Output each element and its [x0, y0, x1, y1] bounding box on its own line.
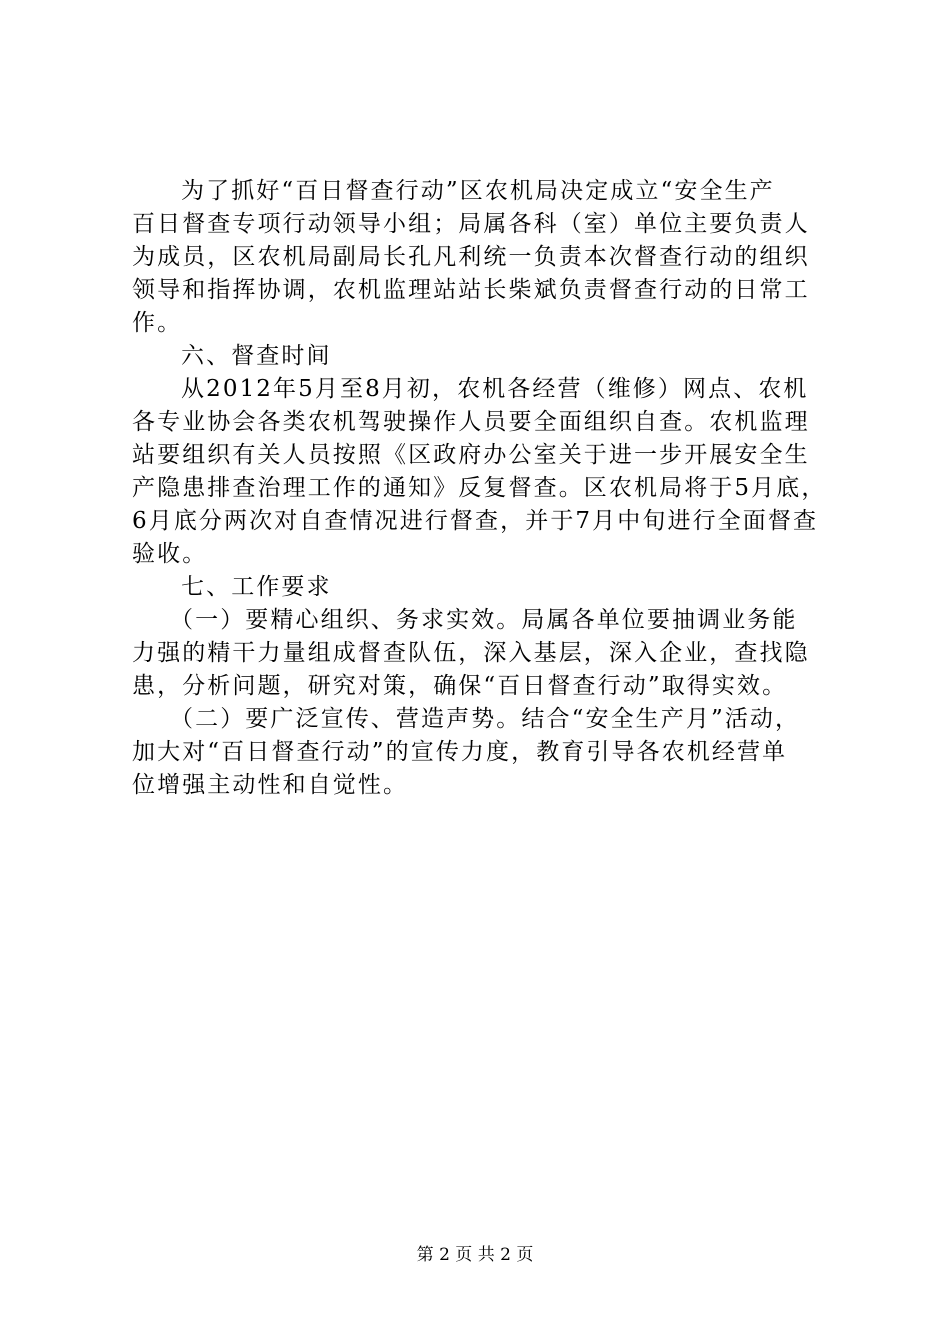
text-line: 加大对“百日督查行动”的宣传力度，教育引导各农机经营单 — [132, 739, 788, 765]
paragraph-line — [0, 440, 950, 470]
text-line: 从2012年5月至8月初，农机各经营（维修）网点、农机 — [181, 376, 809, 402]
paragraph-line — [0, 737, 950, 767]
paragraph-line — [0, 605, 950, 635]
page-number-footer: 第 2 页 共 2 页 — [416, 1245, 534, 1265]
paragraph-line — [0, 671, 950, 701]
paragraph-line — [0, 275, 950, 305]
text-line: 百日督查专项行动领导小组；局属各科（室）单位主要负责人 — [132, 211, 810, 237]
paragraph-line — [0, 704, 950, 734]
heading-text: 六、督查时间 — [181, 343, 332, 369]
text-line: 各专业协会各类农机驾驶操作人员要全面组织自查。农机监理 — [132, 409, 810, 435]
text-line: 作。 — [132, 310, 183, 336]
text-line: 为成员，区农机局副局长孔凡利统一负责本次督查行动的组织 — [132, 244, 810, 270]
text-line: 领导和指挥协调，农机监理站站长柴斌负责督查行动的日常工 — [132, 277, 810, 303]
paragraph-line — [0, 539, 950, 569]
paragraph-line — [0, 374, 950, 404]
paragraph-line — [0, 209, 950, 239]
paragraph-line — [0, 407, 950, 437]
text-line: 力强的精干力量组成督查队伍，深入基层，深入企业，查找隐 — [132, 640, 810, 666]
text-line: 验收。 — [132, 541, 208, 567]
heading-text: 七、工作要求 — [181, 574, 332, 600]
section-heading — [0, 341, 950, 371]
text-line: 位增强主动性和自觉性。 — [132, 772, 409, 798]
text-line: （一）要精心组织、务求实效。局属各单位要抽调业务能 — [170, 607, 798, 633]
text-line: 站要组织有关人员按照《区政府办公室关于进一步开展安全生 — [132, 442, 810, 468]
paragraph-line — [0, 506, 950, 536]
text-line: 为了抓好“百日督查行动”区农机局决定成立“安全生产 — [181, 178, 775, 204]
paragraph-line — [0, 770, 950, 800]
paragraph-line — [0, 242, 950, 272]
paragraph-line — [0, 308, 950, 338]
text-line: 患，分析问题，研究对策，确保“百日督查行动”取得实效。 — [132, 673, 788, 699]
text-line: 6月底分两次对自查情况进行督查，并于7月中旬进行全面督查 — [132, 508, 819, 534]
text-line: 产隐患排查治理工作的通知》反复督查。区农机局将于5月底， — [132, 475, 827, 501]
text-line: （二）要广泛宣传、营造声势。结合“安全生产月”活动， — [170, 706, 801, 732]
paragraph-line — [0, 176, 950, 206]
section-heading — [0, 572, 950, 602]
paragraph-line — [0, 473, 950, 503]
paragraph-line — [0, 638, 950, 668]
